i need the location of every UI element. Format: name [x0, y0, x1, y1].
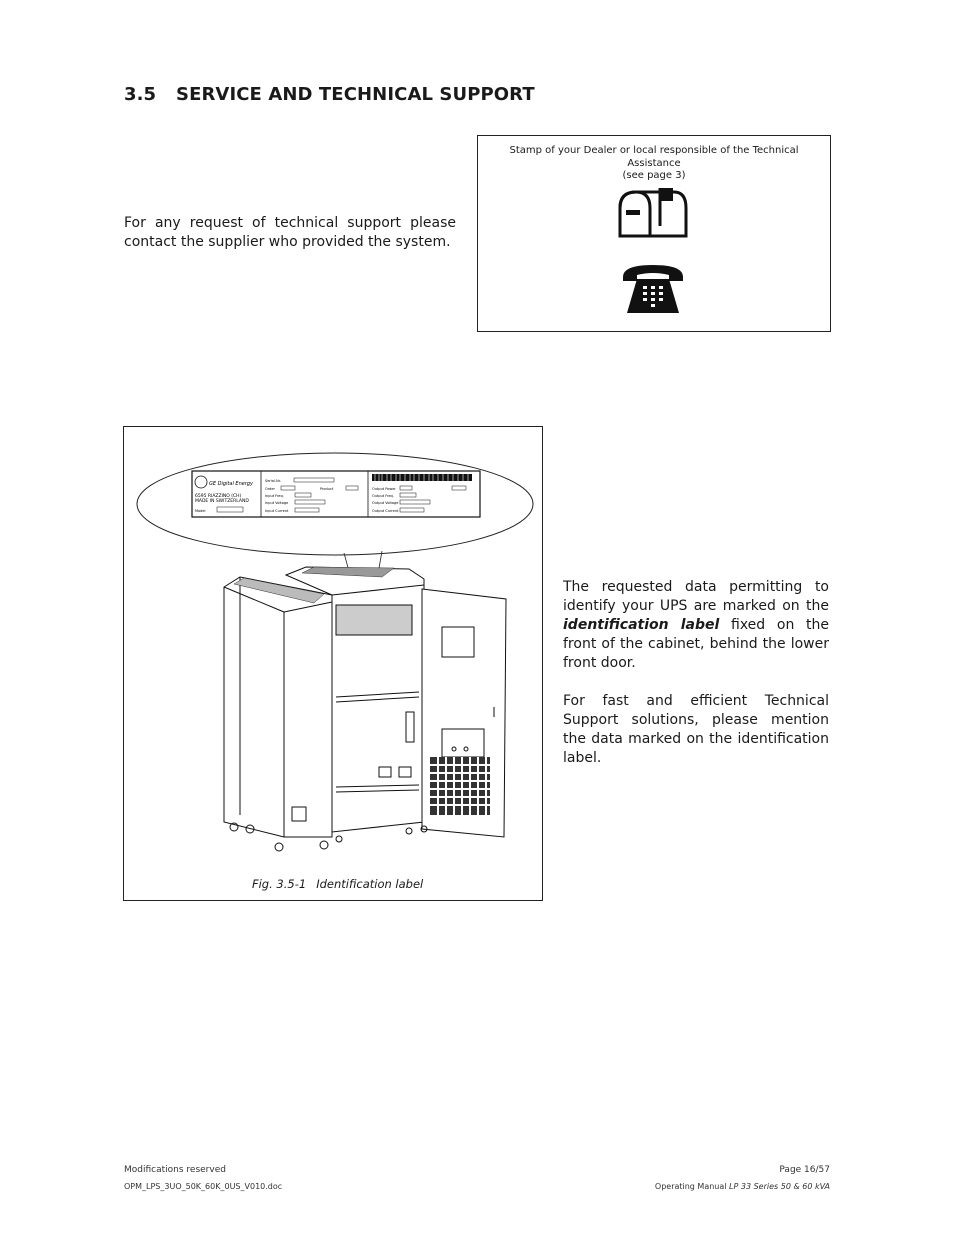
- door-vent-grid: [430, 757, 490, 815]
- intro-paragraph: For any request of technical support please contact the supplier who provided the system.: [124, 215, 456, 250]
- label-field-input-current: Input Current: [265, 509, 289, 513]
- figure-caption: [252, 877, 423, 891]
- figure-frame: [123, 426, 543, 901]
- stamp-line2: (see page 3): [622, 170, 686, 181]
- barcode: [372, 474, 472, 481]
- para1-after: fixed on the front of the cabinet, behind the lower front door.: [563, 617, 829, 671]
- figure-number: Fig. 3.5-1: [252, 877, 307, 891]
- footer-manual-title: [655, 1182, 830, 1191]
- identification-instructions: [563, 578, 829, 787]
- stamp-instructions: [482, 145, 826, 183]
- footer-manual-series: LP 33 Series 50 & 60 kVA: [729, 1182, 830, 1191]
- label-field-output-freq: Output Freq.: [372, 494, 394, 498]
- label-brand: GE Digital Energy: [209, 481, 254, 487]
- section-heading: [124, 84, 535, 105]
- section-title: SERVICE AND TECHNICAL SUPPORT: [176, 84, 535, 105]
- paragraph-2: For fast and efficient Technical Support solutions, please mention the data marked on the identification label.: [563, 693, 829, 766]
- label-field-serial: Serial-Nr.: [265, 479, 282, 483]
- label-field-order: Order: [265, 487, 275, 491]
- ups-cabinet-illustration: [124, 427, 542, 867]
- footer-modifications: Modifications reserved: [124, 1165, 226, 1175]
- left-cabinet: [224, 577, 332, 851]
- label-field-output-current: Output Current: [372, 509, 399, 513]
- section-number: 3.5: [124, 84, 157, 105]
- stamp-line1: Stamp of your Dealer or local responsible of the Technical Assistance: [509, 145, 799, 169]
- footer-manual-prefix: Operating Manual: [654, 1182, 730, 1191]
- label-field-input-freq: Input Freq.: [265, 494, 284, 498]
- dealer-stamp-box: [477, 135, 831, 332]
- mailbox-icon: [616, 186, 690, 242]
- para1-bold: identification label: [563, 617, 720, 633]
- label-address-1: 6595 RIAZZINO (CH): [195, 494, 242, 499]
- para1-before: The requested data permitting to identify your UPS are marked on the: [563, 579, 829, 614]
- label-field-input-voltage: Input Voltage: [265, 501, 289, 505]
- label-field-output-voltage: Output Voltage: [372, 501, 399, 505]
- label-field-product: Product: [320, 487, 334, 491]
- figure-caption-text: Identification label: [316, 877, 424, 891]
- footer-filename: OPM_LPS_3UO_50K_60K_0US_V010.doc: [124, 1182, 283, 1191]
- footer-page-number: Page 16/57: [779, 1165, 830, 1175]
- paragraph-1: [563, 578, 829, 673]
- label-address-2: MADE IN SWITZERLAND: [195, 499, 249, 504]
- label-field-model: Model: [195, 509, 206, 513]
- telephone-icon: [621, 261, 685, 315]
- label-field-output-power: Output Power: [372, 487, 396, 491]
